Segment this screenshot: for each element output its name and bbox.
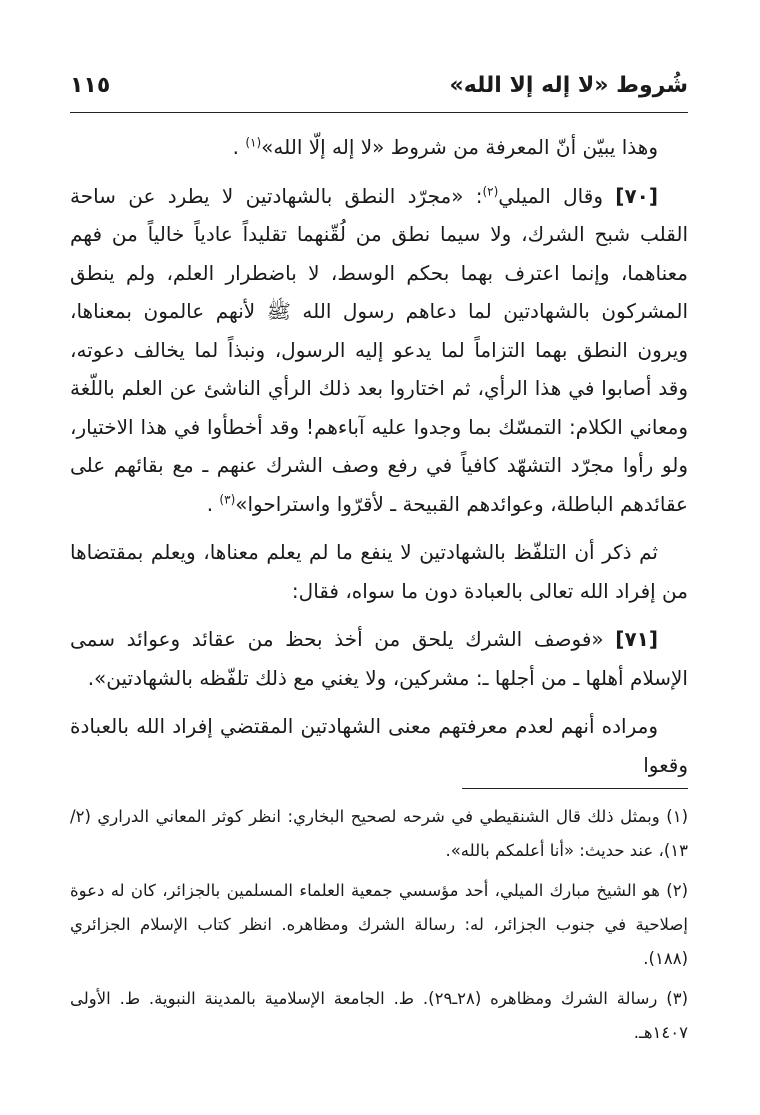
footnote-3 <box>70 982 688 1050</box>
paragraph-2-end: . <box>206 491 214 516</box>
paragraph-3: ثم ذكر أن التلفّظ بالشهادتين لا ينفع ما لم يعلم معناها، ويعلم بمقتضاها من إفراد الله تعالى بالعبادة دون ما سواه، فقال: <box>70 540 688 603</box>
footnote-2 <box>70 874 688 976</box>
section-number-71: [٧١] <box>615 627 658 651</box>
paragraph-4 <box>70 620 688 697</box>
paragraph-1 <box>70 128 688 167</box>
paragraph-1-text: وهذا يبيّن أنّ المعرفة من شروط «لا إله إلّا الله» <box>261 135 658 159</box>
footnote-ref-2: (٢) <box>482 183 499 198</box>
footnote-marker: (١) <box>666 807 688 826</box>
footnote-1 <box>70 800 688 868</box>
paragraph-4-text: «فوصف الشرك يلحق من أخذ بحظ من عقائد وعوائد سمى الإسلام أهلها ـ من أجلها ـ: مشركين، ولا يغني مع ذلك تلفّظه بالشهادتين». <box>70 627 688 690</box>
paragraph-5: ومراده أنهم لعدم معرفتهم معنى الشهادتين المقتضي إفراد الله بالعبادة وقعوا <box>70 714 688 777</box>
footnote-text: وبمثل ذلك قال الشنقيطي في شرحه لصحيح البخاري: انظر كوثر المعاني الدراري (٢/ ١٣)، عند حديث: «أنا أعلمكم بالله». <box>70 807 688 860</box>
footnote-text: رسالة الشرك ومظاهره (٢٨ـ٢٩). ط. الجامعة الإسلامية بالمدينة النبوية. ط. الأولى ١٤٠٧هـ. <box>70 989 688 1042</box>
running-title: شُروط «لا إله إلا الله» <box>449 73 688 98</box>
footnote-ref-1: (١) <box>245 135 262 150</box>
footnote-ref-3: (٣) <box>219 491 236 506</box>
footnote-rule <box>462 788 688 789</box>
paragraph-2-quote: : «مجرّد النطق بالشهادتين لا يطرد عن ساحة القلب شبح الشرك، ولا سيما نطق من لُقّنهما تقليداً عادياً خالياً من فهم معناهما، وإنما اعترف بهما بحكم الوسط، لا باضطرار العلم، ولم ينطق المشركون بالشهادتين لما دعاهم رسول الله ﷺ لأنهم عالمون بمعناها، ويرون النطق بهما التزاماً لما يدعو إليه الرسول، ونبذاً لما يخالف دعوته، وقد أصابوا في هذا الرأي، ثم اختاروا بعد ذلك الرأي الناشئ عن العلم باللّغة ومعاني الكلام: التمسّك بما وجدوا عليه آباءهم! وقد أخطأوا في هذا الاختيار، ولو رأوا مجرّد التشهّد كافياً في رفع وصف الشرك عنهم ـ مع بقائهم على عقائدهم الباطلة، وعوائدهم القبيحة ـ لأقرّوا واستراحوا» <box>70 183 688 516</box>
footnote-text: هو الشيخ مبارك الميلي، أحد مؤسسي جمعية العلماء المسلمين بالجزائر، كان له دعوة إصلاحية في جنوب الجزائر، له: رسالة الشرك ومظاهره. انظر كتاب الإسلام الجزائري (١٨٨). <box>70 881 688 968</box>
main-text <box>70 128 688 784</box>
page-header <box>70 68 688 104</box>
section-number-70: [٧٠] <box>615 183 658 208</box>
paragraph-2 <box>70 177 688 524</box>
footnote-marker: (٢) <box>666 881 688 900</box>
paragraph-1-end: . <box>232 135 239 159</box>
footnote-marker: (٣) <box>666 989 688 1008</box>
paragraph-2-intro: وقال الميلي <box>498 183 603 208</box>
page-number: ١١٥ <box>70 73 111 98</box>
footnotes <box>70 800 688 1056</box>
header-rule <box>70 112 688 113</box>
